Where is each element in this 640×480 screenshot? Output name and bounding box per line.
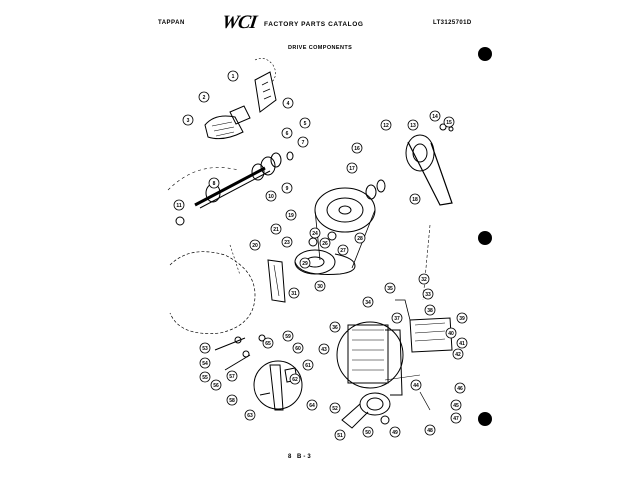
callout-number: 21 — [273, 226, 279, 233]
callout-number: 23 — [284, 239, 290, 246]
callout-number: 13 — [410, 122, 416, 129]
callout-number: 18 — [412, 196, 418, 203]
callout-number: 56 — [213, 382, 219, 389]
callout-number: 45 — [453, 402, 459, 409]
callout-number: 58 — [229, 397, 235, 404]
callout-number: 11 — [176, 202, 182, 209]
callout-number: 20 — [252, 242, 258, 249]
callout-number: 36 — [332, 324, 338, 331]
callout-number: 30 — [317, 283, 323, 290]
model-number: LT3125701D — [433, 20, 472, 26]
callout-number: 48 — [427, 427, 433, 434]
callout-number: 39 — [459, 315, 465, 322]
callout-number: 27 — [340, 247, 346, 254]
callout-number: 57 — [229, 373, 235, 380]
wci-logo: WCI — [220, 12, 258, 33]
callout-number: 26 — [322, 240, 328, 247]
callout-number: 49 — [392, 429, 398, 436]
callout-number: 9 — [285, 185, 289, 192]
callout-number: 16 — [354, 145, 360, 152]
callout-number: 60 — [295, 345, 301, 352]
callout-number: 64 — [309, 402, 315, 409]
callout-number: 46 — [457, 385, 463, 392]
callout-number: 5 — [303, 120, 307, 127]
section-title: DRIVE COMPONENTS — [288, 45, 353, 51]
callout-number: 51 — [337, 432, 343, 439]
callout-number: 63 — [247, 412, 253, 419]
brand-label: TAPPAN — [158, 20, 185, 26]
callout-number: 3 — [186, 117, 190, 124]
callout-number: 31 — [291, 290, 297, 297]
callout-number: 1 — [231, 73, 235, 80]
page-reference: 8 B-3 — [288, 454, 313, 460]
callout-number: 14 — [432, 113, 438, 120]
callout-number: 38 — [427, 307, 433, 314]
callout-number: 7 — [301, 139, 305, 146]
callout-number: 55 — [202, 374, 208, 381]
callout-number: 6 — [285, 130, 289, 137]
callout-number: 28 — [357, 235, 363, 242]
callout-number: 44 — [413, 382, 419, 389]
callout-number: 12 — [383, 122, 389, 129]
callout-number: 50 — [365, 429, 371, 436]
callout-number: 54 — [202, 360, 208, 367]
callout-number: 61 — [305, 362, 311, 369]
callout-number: 47 — [453, 415, 459, 422]
callout-number: 34 — [365, 299, 371, 306]
callout-number: 4 — [286, 100, 290, 107]
callout-number: 40 — [448, 330, 454, 337]
callout-number: 17 — [349, 165, 355, 172]
callout-number: 65 — [265, 340, 271, 347]
callout-number: 43 — [321, 346, 327, 353]
callout-number: 41 — [459, 340, 465, 347]
callout-number: 32 — [421, 276, 427, 283]
callout-number: 42 — [455, 351, 461, 358]
callout-number: 29 — [302, 260, 308, 267]
callout-number: 53 — [202, 345, 208, 352]
callout-number: 19 — [288, 212, 294, 219]
callout-number: 62 — [292, 376, 298, 383]
catalog-title: FACTORY PARTS CATALOG — [264, 21, 364, 28]
callout-number: 35 — [387, 285, 393, 292]
callout-number: 15 — [446, 119, 452, 126]
callout-number: 8 — [212, 180, 216, 187]
callout-number: 33 — [425, 291, 431, 298]
callout-number: 10 — [268, 193, 274, 200]
callout-number: 52 — [332, 405, 338, 412]
callout-number: 37 — [394, 315, 400, 322]
callout-number: 59 — [285, 333, 291, 340]
callout-number: 24 — [312, 230, 318, 237]
callout-number: 2 — [202, 94, 206, 101]
